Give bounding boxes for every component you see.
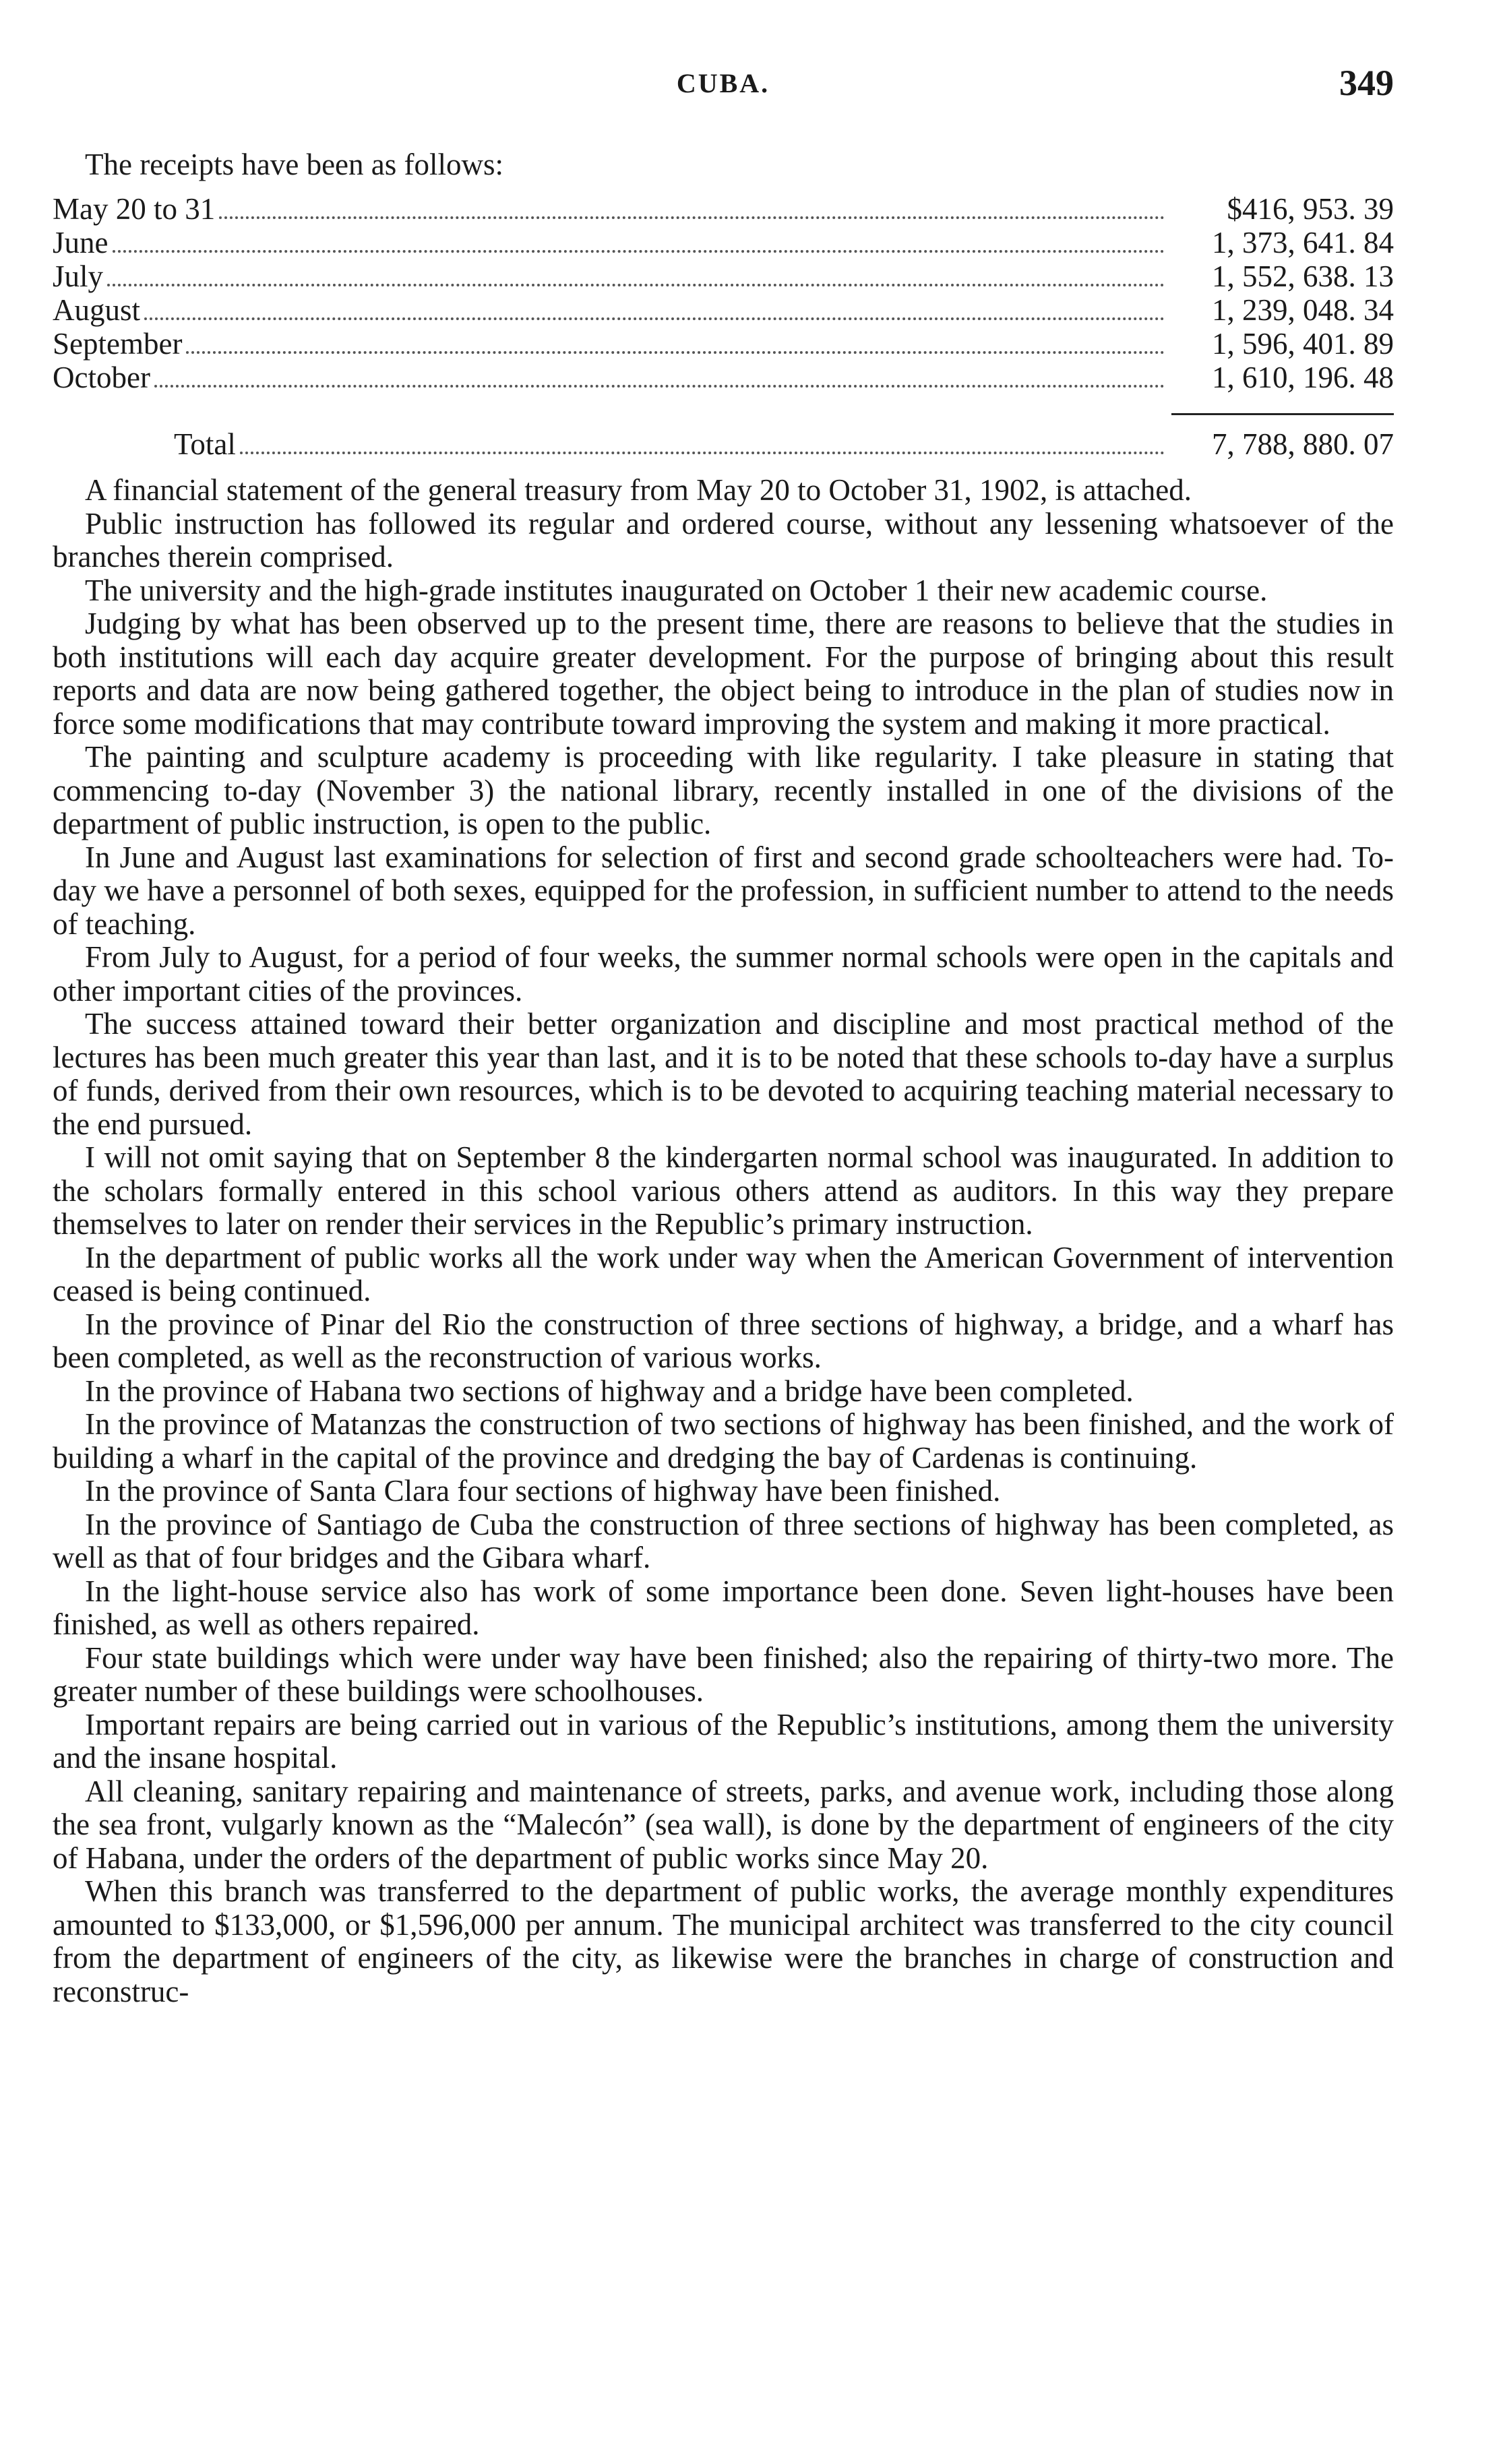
paragraph: The success attained toward their better organization and discipline and most practical method of the lectures has been much greater this year than last, and it is to be noted that these schools to-day have a surplus of funds, derived from their own resources, which is to be devoted to acquiring teaching material necessary to the end pursued. <box>53 1007 1394 1141</box>
receipt-label: July <box>53 259 104 293</box>
paragraph: In the department of public works all the work under way when the American Government of intervention ceased is being continued. <box>53 1240 1394 1307</box>
running-head <box>53 62 1394 109</box>
receipt-amount: $416, 953. 39 <box>1227 192 1394 226</box>
receipts-table <box>53 192 1394 461</box>
paragraph: In the light-house service also has work of some importance been done. Seven light-houses have been finished, as well as others repaired. <box>53 1574 1394 1641</box>
paragraph: In the province of Santa Clara four sections of highway have been finished. <box>85 1474 1001 1508</box>
receipt-label: September <box>53 327 183 361</box>
receipt-amount: 1, 239, 048. 34 <box>1212 293 1394 327</box>
receipt-row <box>53 293 1394 327</box>
paragraph: In June and August last examinations for selection of first and second grade schoolteachers were had. To-day we have a personnel of both sexes, equipped for the profession, in sufficient number to attend to the needs of teaching. <box>53 840 1394 941</box>
paragraph: Public instruction has followed its regular and ordered course, without any lessening whatsoever of the branches therein comprised. <box>53 506 1394 574</box>
receipts-intro: The receipts have been as follows: <box>85 148 504 181</box>
paragraph: I will not omit saying that on September 8 the kindergarten normal school was inaugurated. In addition to the scholars formally entered in this school various others attend as auditors. In this way they prepare themselves to later on render their services in the Republic’s primary instruction. <box>53 1140 1394 1241</box>
dot-leader <box>219 216 1165 219</box>
page-number: 349 <box>1339 63 1394 103</box>
receipt-amount: 1, 610, 196. 48 <box>1212 361 1394 394</box>
total-rule <box>1171 413 1394 415</box>
receipt-row <box>53 259 1394 293</box>
paragraph: In the province of Santiago de Cuba the construction of three sections of highway has been completed, as well as that of four bridges and the Gibara wharf. <box>53 1507 1394 1574</box>
total-amount: 7, 788, 880. 07 <box>1212 427 1394 461</box>
paragraph: In the province of Habana two sections of highway and a bridge have been completed. <box>85 1374 1134 1408</box>
dot-leader <box>107 284 1165 286</box>
paragraph: The university and the high-grade institutes inaugurated on October 1 their new academic course. <box>85 573 1268 607</box>
receipt-row <box>53 361 1394 394</box>
paragraph: In the province of Matanzas the construction of two sections of highway has been finished, and the work of building a wharf in the capital of the province and dredging the bay of Cardenas is continuing. <box>53 1407 1394 1475</box>
running-title: CUBA. <box>676 68 770 98</box>
receipt-row <box>53 192 1394 226</box>
receipt-row <box>53 226 1394 259</box>
paragraph: The painting and sculpture academy is proceeding with like regularity. I take pleasure in stating that commencing to-day (November 3) the national library, recently installed in one of the divisions of the department of public instruction, is open to the public. <box>53 740 1394 840</box>
receipt-label: October <box>53 361 150 394</box>
total-row <box>53 427 1394 461</box>
paragraph: Four state buildings which were under way have been finished; also the repairing of thirty-two more. The greater number of these buildings were schoolhouses. <box>53 1640 1394 1708</box>
paragraph: Judging by what has been observed up to the present time, there are reasons to believe that the studies in both institutions will each day acquire greater development. For the purpose of bringing about this result reports and data are now being gathered together, the object being to introduce in the plan of studies now in force some modifications that may contribute toward improving the system and making it more practical. <box>53 607 1394 741</box>
dot-leader <box>186 351 1165 354</box>
paragraph: In the province of Pinar del Rio the construction of three sections of highway, a bridge, and a wharf has been completed, as well as the reconstruction of various works. <box>53 1307 1394 1374</box>
receipt-amount: 1, 596, 401. 89 <box>1212 327 1394 361</box>
dot-leader <box>144 317 1165 320</box>
receipt-label: May 20 to 31 <box>53 192 216 226</box>
dot-leader <box>240 452 1165 454</box>
dot-leader <box>113 250 1165 253</box>
receipt-label: June <box>53 226 109 259</box>
paragraph: All cleaning, sanitary repairing and maintenance of streets, parks, and avenue work, including those along the sea front, vulgarly known as the “Malecón” (sea wall), is done by the department of engineers of the city of Habana, under the orders of the department of public works since May 20. <box>53 1774 1394 1875</box>
body-text <box>53 474 1394 2008</box>
receipt-row <box>53 327 1394 361</box>
receipt-amount: 1, 373, 641. 84 <box>1212 226 1394 259</box>
receipt-amount: 1, 552, 638. 13 <box>1212 259 1394 293</box>
paragraph: When this branch was transferred to the department of public works, the average monthly expenditures amounted to $133,000, or $1,596,000 per annum. The municipal architect was transferred to the city council from the department of engineers of the city, as likewise were the branches in charge of construction and reconstruc- <box>53 1874 1394 2008</box>
paragraph: A financial statement of the general treasury from May 20 to October 31, 1902, is attached. <box>85 473 1192 507</box>
dot-leader <box>154 385 1165 388</box>
total-label: Total <box>174 427 236 461</box>
receipt-label: August <box>53 293 141 327</box>
paragraph: Important repairs are being carried out in various of the Republic’s institutions, among them the university and the insane hospital. <box>53 1707 1394 1775</box>
paragraph: From July to August, for a period of four weeks, the summer normal schools were open in the capitals and other important cities of the provinces. <box>53 940 1394 1008</box>
